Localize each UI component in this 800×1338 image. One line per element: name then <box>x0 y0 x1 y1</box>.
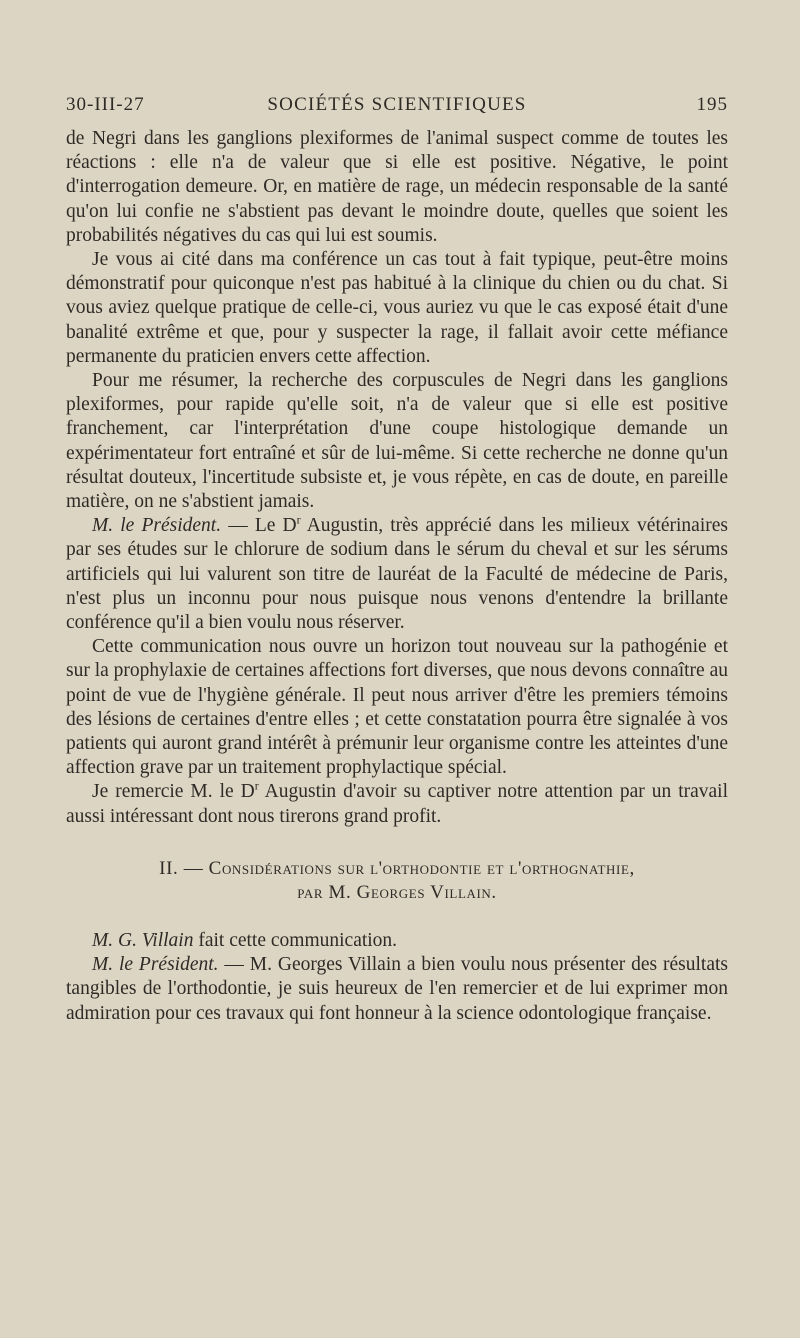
header-date: 30-III-27 <box>66 94 145 115</box>
paragraph-8-text: — M. Georges Villain a bien voulu nous présenter des résultats tangibles de l'orthodontie, je suis heureux de l'en remercier et de lui exprimer mon admiration pour ces travaux qui font honneur à la science odontologique française. <box>66 954 728 1024</box>
page-number: 195 <box>696 94 728 115</box>
paragraph-5: Cette communication nous ouvre un horizon tout nouveau sur la pathogénie et sur la prophylaxie de certaines affections fort diverses, que nous devons connaître au point de vue de l'hygiène générale. Il peut nous arriver d'être les premiers témoins des lésions de certaines d'entre elles ; et cette constatation pourra être signalée à vos patients qui auront grand intérêt à prémunir leur organisme contre les atteintes d'une affection grave par un traitement prophylactique spécial. <box>66 636 728 779</box>
paragraph-1: de Negri dans les ganglions plexiformes de l'animal suspect comme de toutes les réactions : elle n'a de valeur que si elle est positive. Négative, le point d'interrogation demeure. Or, en matière de rage, un médecin responsable de la santé qu'on lui confie ne s'abstient pas devant le moindre doute, quelles que soient les probabilités négatives du cas qui lui est soumis. <box>66 128 728 246</box>
running-header <box>66 94 728 124</box>
section-heading <box>66 857 728 905</box>
superscript: r <box>254 778 259 793</box>
section-title-line-2: par M. Georges Villain. <box>297 881 497 903</box>
paragraph-4-text-a: — Le D <box>221 515 297 537</box>
paragraph-4 <box>66 514 728 635</box>
speaker-name: M. le Président. <box>92 515 222 537</box>
paragraph-6-text-b: Augustin d'avoir su captiver notre attention par un travail aussi intéressant dont nous tirerons grand profit. <box>66 781 728 827</box>
section-heading-line-1 <box>66 857 728 881</box>
section-dash: — <box>178 857 209 879</box>
paragraph-7 <box>66 929 728 953</box>
header-title: SOCIÉTÉS SCIENTIFIQUES <box>267 94 527 115</box>
paragraph-8 <box>66 953 728 1026</box>
page-body <box>66 127 728 1026</box>
paragraph-4-text-b: Augustin, très apprécié dans les milieux vétérinaires par ses études sur le chlorure de sodium dans le sérum du cheval et sur les sérums artificiels qui lui valurent son titre de lauréat de la Faculté de médecine de Paris, n'est plus un inconnu pour nous puisque nous venons d'entendre la brillante conférence qu'il a bien voulu nous réserver. <box>66 515 728 634</box>
section-number: II. <box>159 857 179 879</box>
paragraph-6 <box>66 780 728 828</box>
paragraph-3: Pour me résumer, la recherche des corpuscules de Negri dans les ganglions plexiformes, pour rapide qu'elle soit, n'a de valeur que si elle est positive franchement, car l'interprétation d'une coupe histologique demande un expérimentateur fort entraîné et sûr de lui-même. Si cette recherche ne donne qu'un résultat douteux, l'incertitude subsiste et, je vous répète, en cas de doute, en pareille matière, on ne s'abstient jamais. <box>66 370 728 513</box>
paragraph-7-text: fait cette communication. <box>193 929 398 951</box>
superscript: r <box>296 512 301 527</box>
paragraph-6-text-a: Je remercie M. le D <box>92 781 255 803</box>
speaker-name: M. G. Villain <box>92 929 194 951</box>
paragraph-2: Je vous ai cité dans ma conférence un cas tout à fait typique, peut-être moins démonstratif pour quiconque n'est pas habitué à la clinique du chien ou du chat. Si vous aviez quelque pratique de celle-ci, vous auriez vu que le cas exposé était d'une banalité extrême et que, pour y suspecter la rage, il fallait avoir cette méfiance permanente du praticien envers cette affection. <box>66 249 728 367</box>
speaker-name: M. le Président. <box>92 954 219 976</box>
section-title-line-1: Considérations sur l'orthodontie et l'orthognathie, <box>208 857 635 879</box>
